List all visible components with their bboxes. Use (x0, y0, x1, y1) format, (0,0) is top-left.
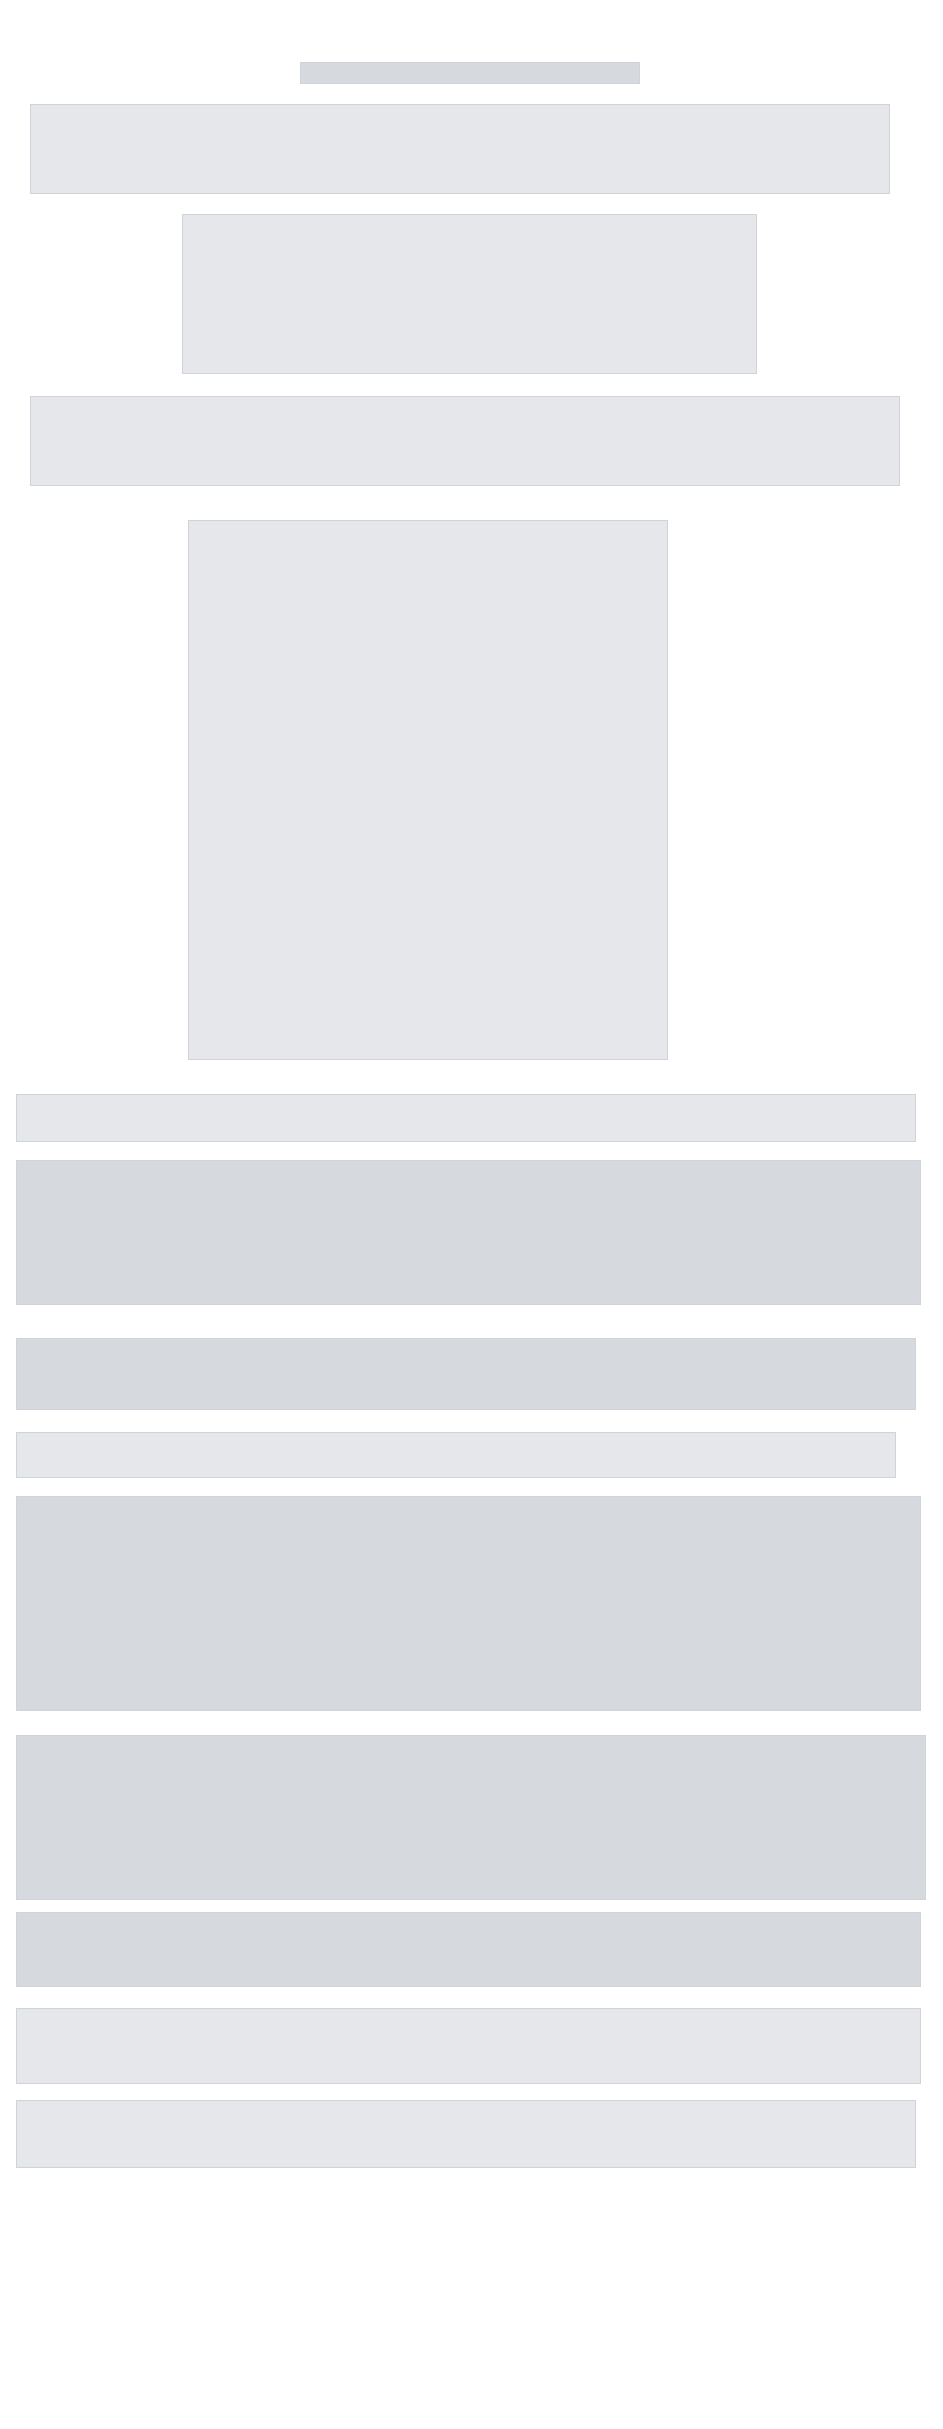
section-40-60 (16, 1735, 926, 1900)
section-under-20 (16, 1160, 921, 1305)
statistics-table (182, 214, 757, 374)
proverb-paragraph (16, 1094, 916, 1142)
section-30-40 (16, 1496, 921, 1711)
page-title (300, 62, 640, 84)
guys-paragraph (16, 1432, 896, 1478)
conclusion-paragraph (16, 2008, 921, 2084)
closing-paragraph (16, 2100, 916, 2168)
population-pyramid-chart (188, 520, 668, 1060)
section-60-80 (16, 1912, 921, 1987)
section-20-30 (16, 1338, 916, 1410)
numbers-paragraph (30, 396, 900, 486)
intro-paragraph (30, 104, 890, 194)
